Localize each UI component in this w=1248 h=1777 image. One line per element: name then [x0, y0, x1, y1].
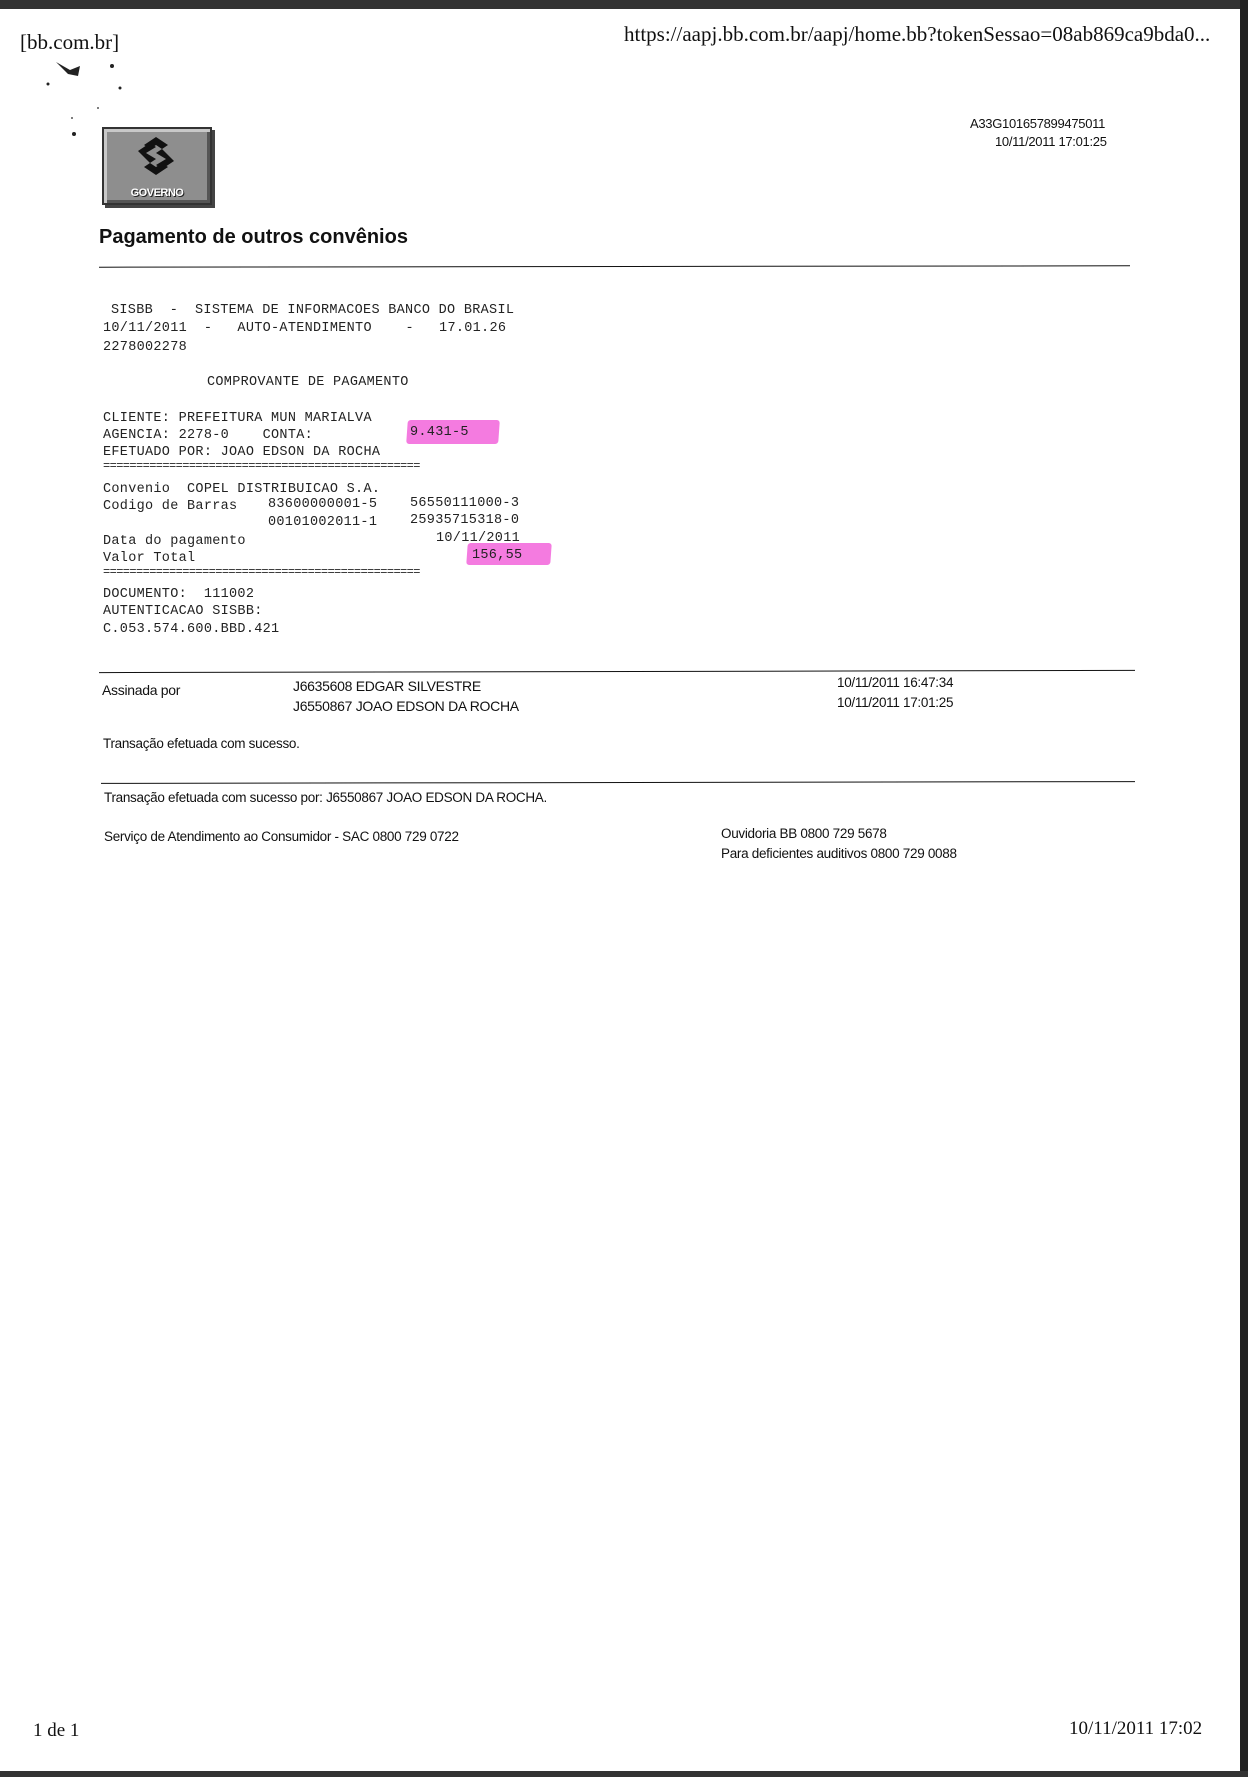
deficientes-contact: Para deficientes auditivos 0800 729 0088	[721, 846, 957, 861]
signer-1-date: 10/11/2011 16:47:34	[837, 675, 954, 690]
receipt-documento: DOCUMENTO: 111002	[103, 587, 255, 602]
status-divider	[101, 781, 1135, 784]
page-counter: 1 de 1	[33, 1720, 80, 1741]
receipt-convenio: Convenio COPEL DISTRIBUICAO S.A.	[103, 482, 381, 497]
sac-contact: Serviço de Atendimento ao Consumidor - SAC 0800 729 0722	[104, 829, 459, 844]
scan-right-edge	[1240, 0, 1248, 1777]
receipt-separator-2: ================================================	[103, 565, 420, 579]
signer-2-date: 10/11/2011 17:01:25	[837, 695, 954, 710]
scan-bottom-edge	[0, 1771, 1248, 1777]
receipt-autenticacao: AUTENTICACAO SISBB:	[103, 604, 263, 619]
bb-governo-logo	[102, 127, 212, 205]
title-divider	[99, 265, 1130, 268]
signatures-divider	[99, 670, 1135, 674]
receipt-data-label: Data do pagamento	[103, 534, 246, 549]
receipt-efetuado: EFETUADO POR: JOAO EDSON DA ROCHA	[103, 445, 381, 460]
receipt-valor-label: Valor Total	[103, 551, 196, 566]
receipt-auth-code: C.053.574.600.BBD.421	[103, 622, 280, 637]
logo-word: GOVERNO	[130, 187, 184, 199]
session-code: A33G101657899475011	[970, 116, 1106, 131]
receipt-data-value: 10/11/2011	[436, 531, 521, 546]
receipt-separator: ================================================	[103, 459, 420, 473]
signed-by-label: Assinada por	[102, 682, 181, 698]
receipt-agencia: AGENCIA: 2278-0 CONTA:	[103, 428, 314, 443]
signer-2: J6550867 JOAO EDSON DA ROCHA	[293, 698, 519, 714]
receipt-barcode-a1: 83600000001-5	[268, 497, 378, 512]
receipt-barcode-b2: 25935715318-0	[410, 513, 520, 528]
status-text: Transação efetuada com sucesso.	[103, 736, 300, 751]
receipt-heading: COMPROVANTE DE PAGAMENTO	[207, 375, 409, 390]
receipt-barcode-b1: 00101002011-1	[268, 515, 378, 530]
status-by-text: Transação efetuada com sucesso por: J6550867 JOAO EDSON DA ROCHA.	[104, 790, 547, 805]
session-datetime: 10/11/2011 17:01:25	[995, 134, 1107, 149]
page-title: Pagamento de outros convênios	[99, 226, 408, 248]
print-datetime: 10/11/2011 17:02	[1069, 1718, 1203, 1739]
receipt-valor-value: 156,55	[472, 548, 523, 563]
signer-1: J6635608 EDGAR SILVESTRE	[293, 678, 481, 694]
receipt-conta-value: 9.431-5	[410, 425, 469, 440]
receipt-system-line: SISBB - SISTEMA DE INFORMACOES BANCO DO BRASIL	[111, 303, 515, 318]
bb-logo-icon	[134, 135, 178, 177]
scan-top-edge	[0, 0, 1248, 9]
site-label: [bb.com.br]	[20, 30, 120, 54]
receipt-barcode-a2: 56550111000-3	[410, 496, 520, 511]
receipt-date-line: 10/11/2011 - AUTO-ATENDIMENTO - 17.01.26	[103, 321, 507, 336]
page-url: https://aapj.bb.com.br/aapj/home.bb?tokenSessao=08ab869ca9bda0...	[624, 22, 1211, 46]
receipt-cliente: CLIENTE: PREFEITURA MUN MARIALVA	[103, 411, 372, 426]
receipt-barcode-label: Codigo de Barras	[103, 499, 238, 514]
ouvidoria-contact: Ouvidoria BB 0800 729 5678	[721, 826, 887, 841]
receipt-terminal: 2278002278	[103, 340, 188, 355]
